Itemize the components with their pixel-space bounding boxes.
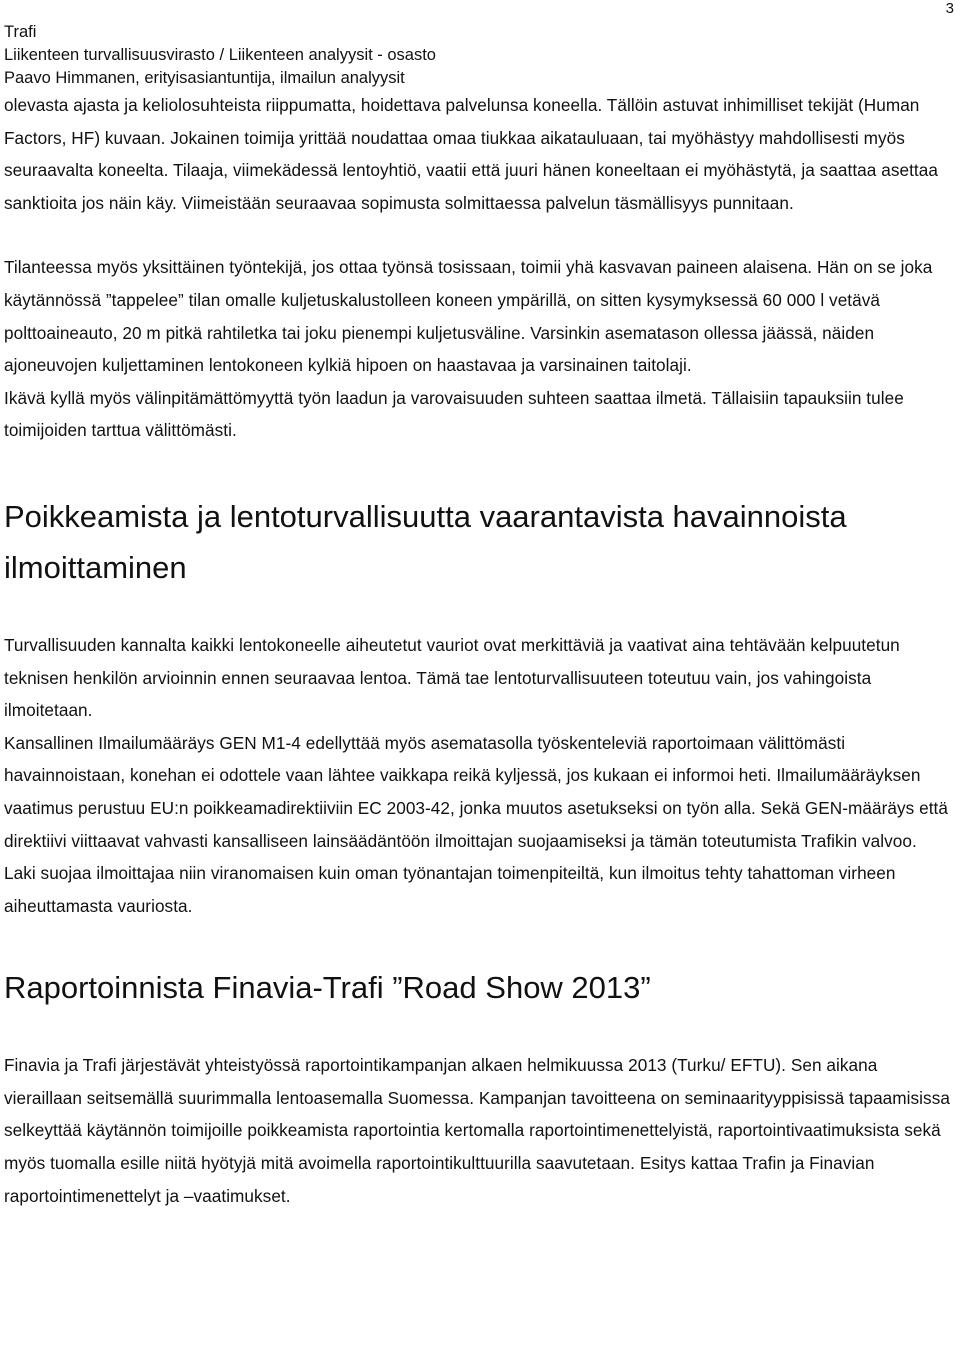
header-department: Liikenteen turvallisuusvirasto / Liikenteen analyysit - osasto bbox=[4, 46, 436, 64]
paragraph-regulation-gen-m1-4: Kansallinen Ilmailumääräys GEN M1-4 edellyttää myös asematasolla työskenteleviä raportoimaan välittömästi havainnoistaan, konehan ei odottele vaan lähtee vaikkapa reikä kyljessä, jos kukaan ei informoi heti. Ilmailumääräyksen vaatimus perustuu EU:n poikkeamadirektiiviin EC 2003-42, jonka muutos asetukseksi on työn alla. Sekä GEN-määräys että direktiivi viittaavat vahvasti kansalliseen lainsäädäntöön ilmoittajan suojaamiseksi ja tämän toteutumista Trafikin valvoo. bbox=[4, 732, 948, 851]
paragraph-negligence: Ikävä kyllä myös välinpitämättömyyttä työn laadun ja varovaisuuden suhteen saattaa ilmetä. Tällaisiin tapauksiin tulee toimijoiden tarttua välittömästi. bbox=[4, 387, 904, 441]
paragraph-ground-handling-time: olevasta ajasta ja keliolosuhteista riippumatta, hoidettava palvelunsa koneella. Tällöin astuvat inhimilliset tekijät (Human Factors, HF) kuvaan. Jokainen toimija yrittää noudattaa omaa tiukkaa aikatauluaan, tai myöhästyy mahdollisesti myös seuraavalta koneelta. Tilaaja, viimekädessä lentoyhtiö, vaatii että juuri hänen koneeltaan ei myöhästytä, ja saattaa asettaa sanktioita jos näin käy. Viimeistään seuraavaa sopimusta solmittaessa palvelun täsmällisyys punnitaan. bbox=[4, 95, 938, 213]
document-body bbox=[4, 89, 954, 1212]
page-number: 3 bbox=[945, 0, 954, 17]
section-heading-reporting: Poikkeamista ja lentoturvallisuutta vaarantavista havainnoista ilmoittaminen bbox=[4, 498, 847, 585]
header-organization: Trafi bbox=[4, 23, 37, 41]
section-heading-road-show: Raportoinnista Finavia-Trafi ”Road Show 2013” bbox=[4, 970, 651, 1006]
paragraph-road-show-campaign: Finavia ja Trafi järjestävät yhteistyössä raportointikampanjan alkaen helmikuussa 2013 (Turku/ EFTU). Sen aikana vieraillaan seitsemällä suurimmalla lentoasemalla Suomessa. Kampanjan tavoitteena on seminaarityyppisissä tapaamisissa selkeyttää käytännön toimijoille poikkeamista raportointia kertomalla raportointimenettelyistä, raportointivaatimuksista sekä myös tuomalla esille niitä hyötyjä mitä avoimella raportointikulttuurilla saavutetaan. Esitys kattaa Trafin ja Finavian raportointimenettelyt ja –vaatimukset. bbox=[4, 1055, 950, 1206]
document-header bbox=[4, 21, 934, 90]
paragraph-reporter-protection: Laki suojaa ilmoittajaa niin viranomaisen kuin oman työnantajan toimenpiteiltä, kun ilmoitus tehty tahattoman virheen aiheuttamasta vauriosta. bbox=[4, 863, 896, 916]
header-author: Paavo Himmanen, erityisasiantuntija, ilmailun analyysit bbox=[4, 69, 405, 87]
paragraph-damage-evaluation: Turvallisuuden kannalta kaikki lentokoneelle aiheutetut vauriot ovat merkittäviä ja vaativat aina tehtävään kelpuutetun teknisen henkilön arvioinnin ennen seuraavaa lentoa. Tämä tae lentoturvallisuuteen toteutuu vain, jos vahingoista ilmoitetaan. bbox=[4, 634, 900, 721]
paragraph-individual-pressure: Tilanteessa myös yksittäinen työntekijä, jos ottaa työnsä tosissaan, toimii yhä kasvavan paineen alaisena. Hän on se joka käytännössä ”tappelee” tilan omalle kuljetuskalustolleen koneen ympärillä, on sitten kysymyksessä 60 000 l vetävä polttoaineauto, 20 m pitkä rahtiletka tai joku pienempi kuljetusväline. Varsinkin asematason ollessa jäässä, näiden ajoneuvojen kuljettaminen lentokoneen kylkiä hipoen on haastavaa ja varsinainen taitolaji. bbox=[4, 257, 933, 376]
